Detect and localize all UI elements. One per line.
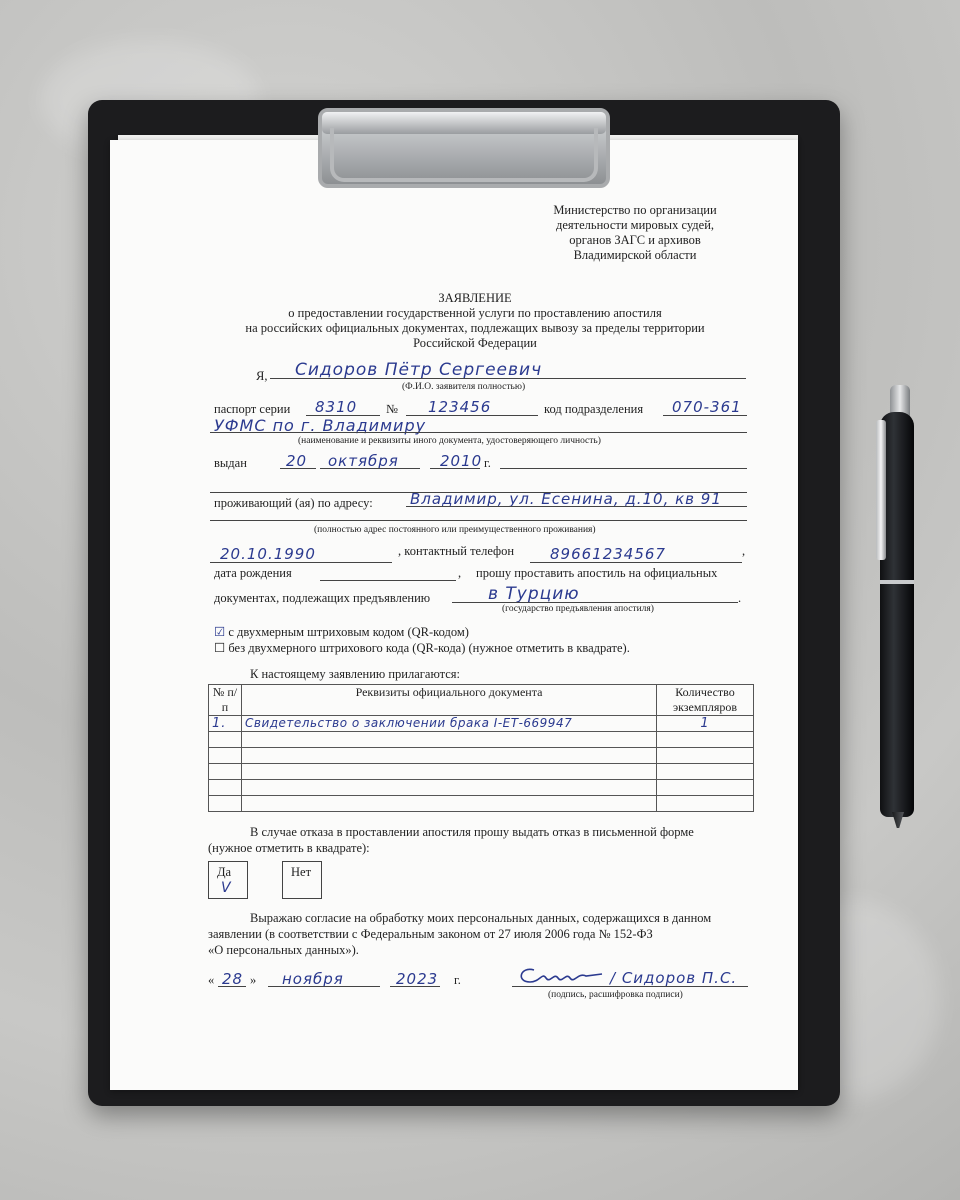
no-label: Нет — [291, 865, 312, 879]
address-label: проживающий (ая) по адресу: — [214, 496, 373, 510]
quote-open: « — [208, 973, 215, 987]
attachments-table — [208, 684, 754, 812]
birth-underline — [210, 562, 392, 563]
issued-year-underline — [430, 468, 480, 469]
ministry-line: деятельности мировых судей, — [555, 218, 715, 232]
table-row — [209, 764, 754, 780]
yes-checkmark: V — [221, 880, 232, 896]
country-hint: (государство предъявления апостиля) — [502, 604, 654, 614]
country-field[interactable]: в Турцию — [488, 584, 580, 604]
table-row — [209, 780, 754, 796]
request-text: прошу проставить апостиль на официальных — [476, 566, 718, 580]
refusal-text: В случае отказа в проставлении апостиля прошу выдать отказ в письменной форме — [250, 825, 694, 839]
ministry-line: Министерство по организации — [553, 203, 717, 217]
issued-day-field[interactable]: 20 — [286, 452, 308, 470]
comma: , — [742, 544, 746, 558]
empty-cell[interactable] — [242, 796, 657, 812]
pen-ring — [880, 580, 914, 584]
qr-option-with[interactable] — [214, 625, 469, 640]
clipboard-clip-wire — [330, 128, 598, 182]
empty-cell[interactable] — [242, 732, 657, 748]
year-suffix: г. — [454, 973, 461, 987]
empty-cell[interactable] — [657, 764, 754, 780]
pen-tip-icon — [892, 812, 904, 828]
issued-month-underline — [320, 468, 420, 469]
table-row — [209, 716, 754, 732]
issued-label: выдан — [214, 456, 247, 470]
docs-label: документах, подлежащих предъявлению — [214, 591, 431, 605]
address-second-underline — [210, 520, 747, 521]
address-field[interactable]: Владимир, ул. Есенина, д.10, кв 91 — [410, 490, 722, 508]
attachments-intro: К настоящему заявлению прилагаются: — [250, 667, 461, 681]
issued-month-field[interactable]: октября — [328, 452, 399, 470]
ministry-line: Владимирской области — [573, 248, 697, 262]
empty-cell[interactable] — [242, 764, 657, 780]
issuer-field[interactable]: УФМС по г. Владимиру — [214, 416, 427, 435]
empty-cell[interactable] — [242, 780, 657, 796]
birth-label: дата рождения — [214, 566, 292, 580]
applicant-name-field[interactable]: Сидоров Пётр Сергеевич — [295, 360, 543, 380]
empty-cell[interactable] — [657, 748, 754, 764]
row-number[interactable]: 1. — [209, 716, 242, 732]
consent-text: «О персональных данных»). — [208, 943, 359, 957]
ministry-line: органов ЗАГС и архивов — [569, 233, 701, 247]
comma: , — [458, 566, 462, 580]
passport-series-field[interactable]: 8310 — [315, 398, 358, 416]
consent-text: Выражаю согласие на обработку моих персональных данных, содержащихся в данном — [250, 911, 712, 925]
signature-hint: (подпись, расшифровка подписи) — [548, 990, 683, 1000]
division-code-field[interactable]: 070-361 — [672, 398, 742, 416]
empty-cell[interactable] — [209, 732, 242, 748]
issuer-hint: (наименование и реквизиты иного документа, удостоверяющего личность) — [298, 436, 601, 446]
empty-cell[interactable] — [209, 764, 242, 780]
period: . — [738, 591, 742, 605]
quantity-field[interactable]: 1 — [657, 716, 754, 732]
column-header: Реквизиты официального документа — [242, 685, 657, 716]
refusal-no-box[interactable] — [282, 861, 322, 899]
empty-cell[interactable] — [657, 732, 754, 748]
empty-cell[interactable] — [657, 780, 754, 796]
document-details-field[interactable]: Свидетельство о заключении брака I-ЕТ-669947 — [242, 716, 657, 732]
signature-underline — [512, 986, 748, 987]
title-line: Российской Федерации — [413, 336, 537, 350]
title-heading: ЗАЯВЛЕНИЕ — [438, 291, 512, 305]
empty-cell[interactable] — [657, 796, 754, 812]
sign-month-underline — [268, 986, 380, 987]
empty-cell[interactable] — [209, 780, 242, 796]
qr-option-label: с двухмерным штриховым кодом (QR-кодом) — [228, 625, 469, 639]
table-row — [209, 748, 754, 764]
sign-year-field[interactable]: 2023 — [396, 970, 439, 988]
application-form — [110, 140, 798, 1090]
consent-text: заявлении (в соответствии с Федеральным законом от 27 июля 2006 года № 152-ФЗ — [208, 927, 653, 941]
qr-option-label: без двухмерного штрихового кода (QR-кода) (нужное отметить в квадрате). — [228, 641, 630, 655]
code-label: код подразделения — [544, 402, 644, 416]
sign-month-field[interactable]: ноября — [282, 970, 344, 988]
passport-series-label: паспорт серии — [214, 402, 291, 416]
sign-year-underline — [390, 986, 440, 987]
phone-label: , контактный телефон — [398, 544, 515, 558]
column-header: № п/п — [209, 685, 242, 716]
title-line: о предоставлении государственной услуги по проставлению апостиля — [288, 306, 662, 320]
qr-option-without[interactable] — [214, 641, 630, 656]
issued-extra-underline — [500, 468, 747, 469]
yes-label: Да — [217, 865, 232, 879]
request-blank-underline — [320, 580, 456, 581]
ministry-header — [510, 203, 760, 263]
table-row — [209, 732, 754, 748]
table-row — [209, 796, 754, 812]
sign-day-field[interactable]: 28 — [222, 970, 244, 988]
refusal-yes-box[interactable] — [208, 861, 248, 899]
address-underline — [406, 506, 747, 507]
issued-day-underline — [280, 468, 316, 469]
sign-day-underline — [218, 986, 246, 987]
phone-underline — [530, 562, 742, 563]
year-suffix: г. — [484, 456, 491, 470]
checkbox-checked-icon[interactable]: ☑ — [214, 625, 226, 639]
empty-cell[interactable] — [209, 748, 242, 764]
table-header-row — [209, 685, 754, 716]
address-hint: (полностью адрес постоянного или преимущественного проживания) — [314, 525, 596, 535]
empty-cell[interactable] — [209, 796, 242, 812]
phone-field[interactable]: 89661234567 — [550, 545, 666, 563]
refusal-text: (нужное отметить в квадрате): — [208, 841, 370, 855]
name-underline — [270, 378, 746, 379]
title-line: на российских официальных документах, подлежащих вывозу за пределы территории — [245, 321, 705, 335]
code-underline — [663, 415, 747, 416]
signature-decoded-field[interactable]: / Сидоров П.С. — [610, 969, 738, 987]
checkbox-empty-icon[interactable]: ☐ — [214, 641, 226, 655]
passport-number-field[interactable]: 123456 — [428, 398, 492, 416]
column-header: Количество экземпляров — [657, 685, 754, 716]
empty-cell[interactable] — [242, 748, 657, 764]
number-label: № — [386, 402, 398, 416]
ya-label: Я, — [256, 369, 268, 383]
quote-close: » — [250, 973, 257, 987]
pen-clip-icon — [876, 420, 886, 560]
issuer-underline — [210, 432, 747, 433]
name-hint: (Ф.И.О. заявителя полностью) — [402, 382, 526, 392]
form-title — [170, 291, 780, 351]
issued-year-field[interactable]: 2010 — [440, 452, 483, 470]
birth-date-field[interactable]: 20.10.1990 — [220, 545, 316, 563]
